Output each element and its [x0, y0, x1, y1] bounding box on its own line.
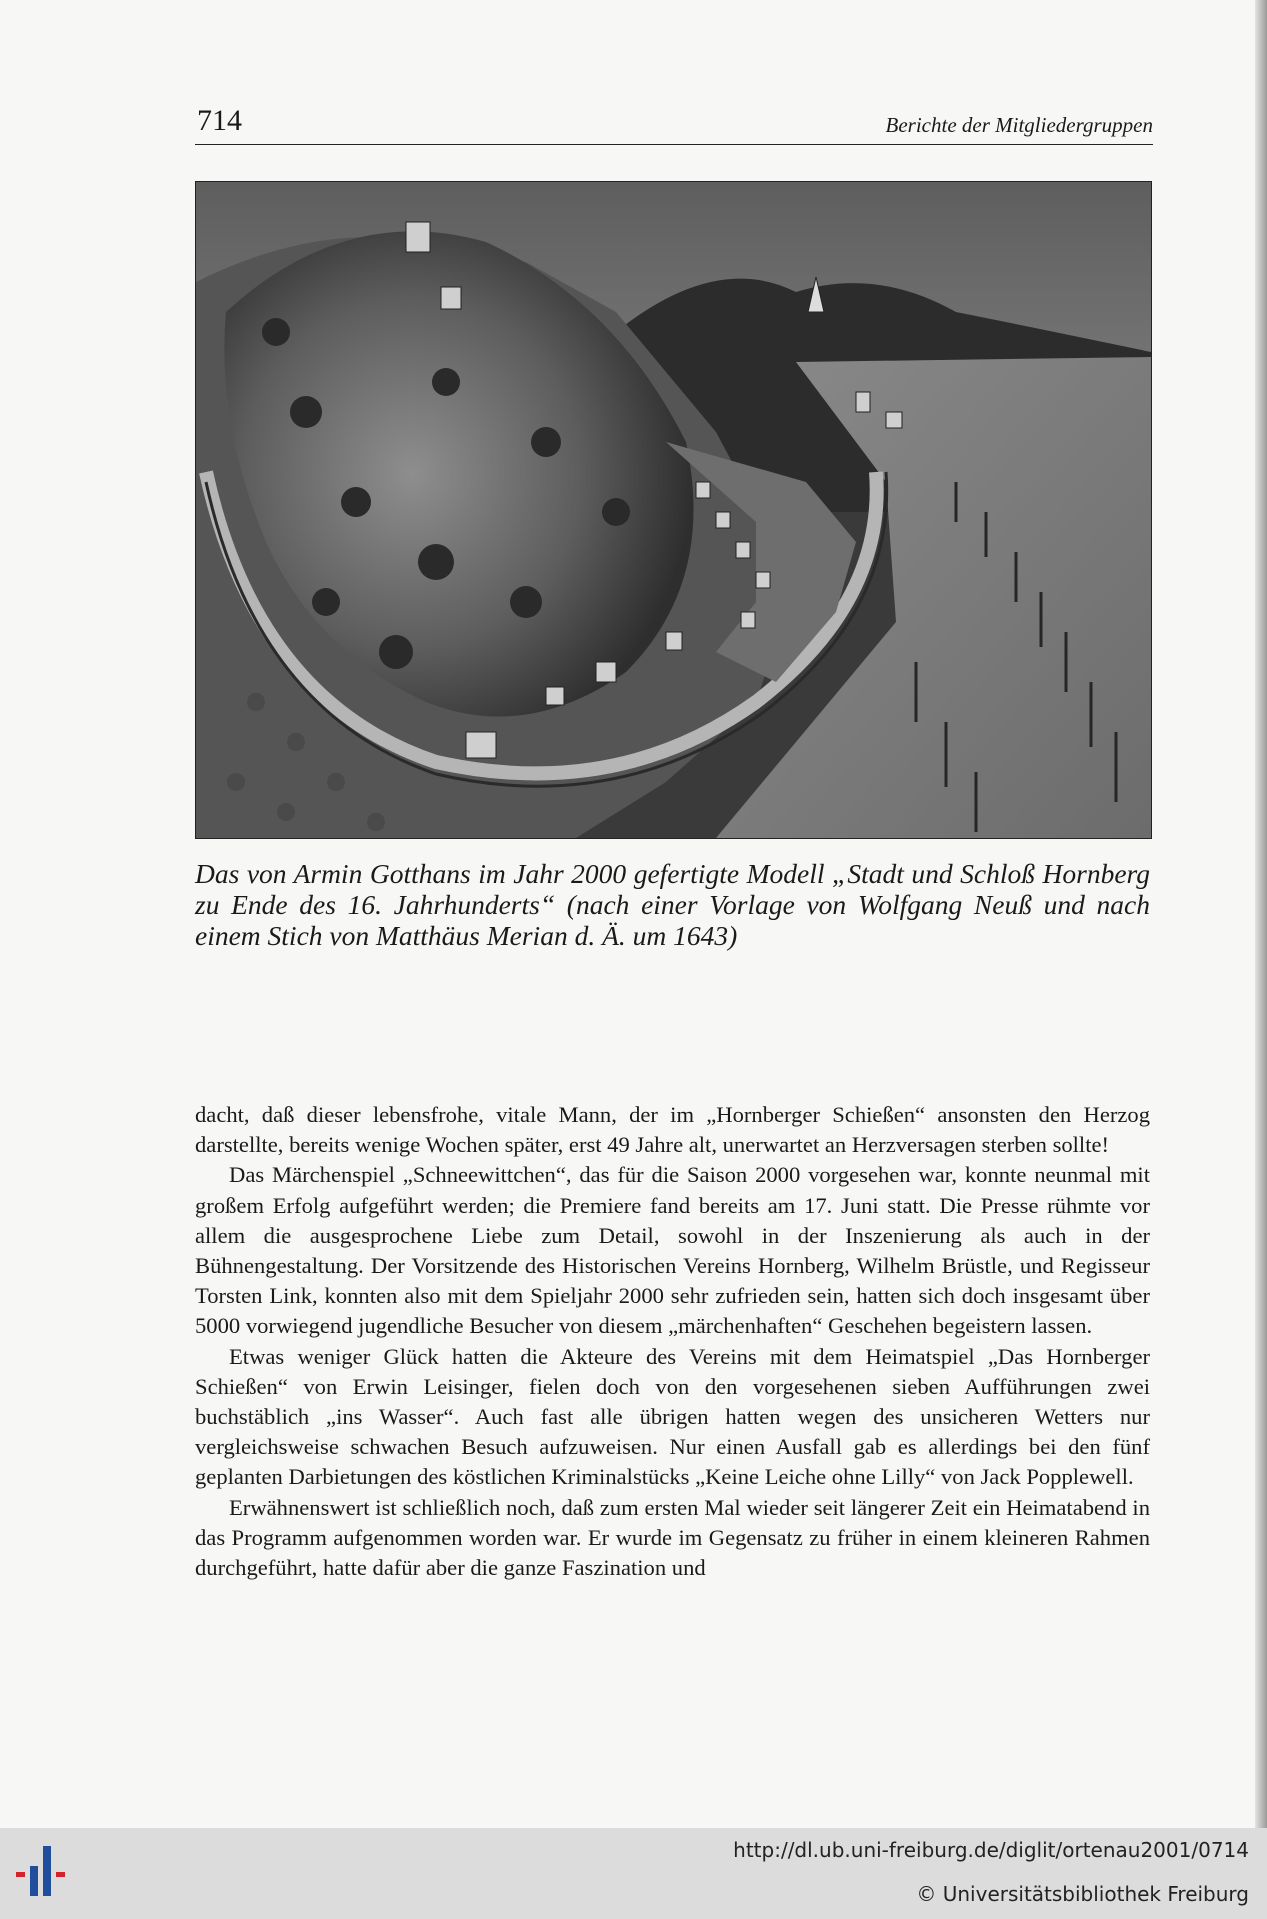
page-edge-shadow [1255, 0, 1267, 1828]
figure-caption: Das von Armin Gotthans im Jahr 2000 gefertigte Modell „Stadt und Schloß Hornberg zu Ende des 16. Jahrhunderts“ (nach einer Vorlage von Wolfgang Neuß und nach einem Stich von Matthäus Merian d. Ä. um 1643) [195, 858, 1150, 951]
model-photograph [195, 181, 1152, 839]
body-text [195, 1100, 1150, 1583]
paragraph: Etwas weniger Glück hatten die Akteure des Vereins mit dem Heimatspiel „Das Hornberger Schießen“ von Erwin Leisinger, fielen doch von den vorgesehenen sieben Aufführungen zwei buchstäblich „ins Wasser“. Auch fast alle übrigen hatten wegen des unsicheren Wetters nur vergleichsweise schwachen Besuch aufzuweisen. Nur einen Ausfall gab es allerdings bei den fünf geplanten Darbietungen des köstlichen Kriminalstücks „Keine Leiche ohne Lilly“ von Jack Popplewell. [195, 1343, 1150, 1490]
copyright-notice: © Universitätsbibliothek Freiburg [916, 1882, 1249, 1906]
ub-freiburg-logo-icon [16, 1842, 80, 1906]
paragraph: Erwähnenswert ist schließlich noch, daß zum ersten Mal wieder seit längerer Zeit ein Heimatabend in das Programm aufgenommen worden war. Er wurde im Gegensatz zu früher in einem kleineren Rahmen durchgeführt, hatte dafür aber die ganze Faszination und [195, 1494, 1150, 1581]
section-title: Berichte der Mitgliedergruppen [885, 113, 1153, 137]
paragraph: Das Märchenspiel „Schneewittchen“, das für die Saison 2000 vorgesehen war, konnte neunmal mit großem Erfolg aufgeführt werden; die Premiere fand bereits am 17. Juni statt. Die Presse rühmte vor allem die ausgesprochene Liebe zum Detail, sowohl in der Inszenierung als auch in der Bühnengestaltung. Der Vorsitzende des Historischen Vereins Hornberg, Wilhelm Brüstle, und Regisseur Torsten Link, konnten also mit dem Spieljahr 2000 sehr zufrieden sein, hatten sich doch insgesamt über 5000 vorwiegend jugendliche Besucher von diesem „märchenhaften“ Geschehen begeistern lassen. [195, 1162, 1150, 1339]
page-number: 714 [197, 104, 242, 137]
footer-bar [0, 1828, 1267, 1919]
model-photograph-image [196, 182, 1151, 838]
running-head [195, 100, 1153, 145]
permalink-url[interactable]: http://dl.ub.uni-freiburg.de/diglit/ortenau2001/0714 [733, 1838, 1249, 1862]
paragraph: dacht, daß dieser lebensfrohe, vitale Mann, der im „Hornberger Schießen“ ansonsten den Herzog darstellte, bereits wenige Wochen später, erst 49 Jahre alt, unerwartet an Herzversagen sterben sollte! [195, 1102, 1150, 1158]
